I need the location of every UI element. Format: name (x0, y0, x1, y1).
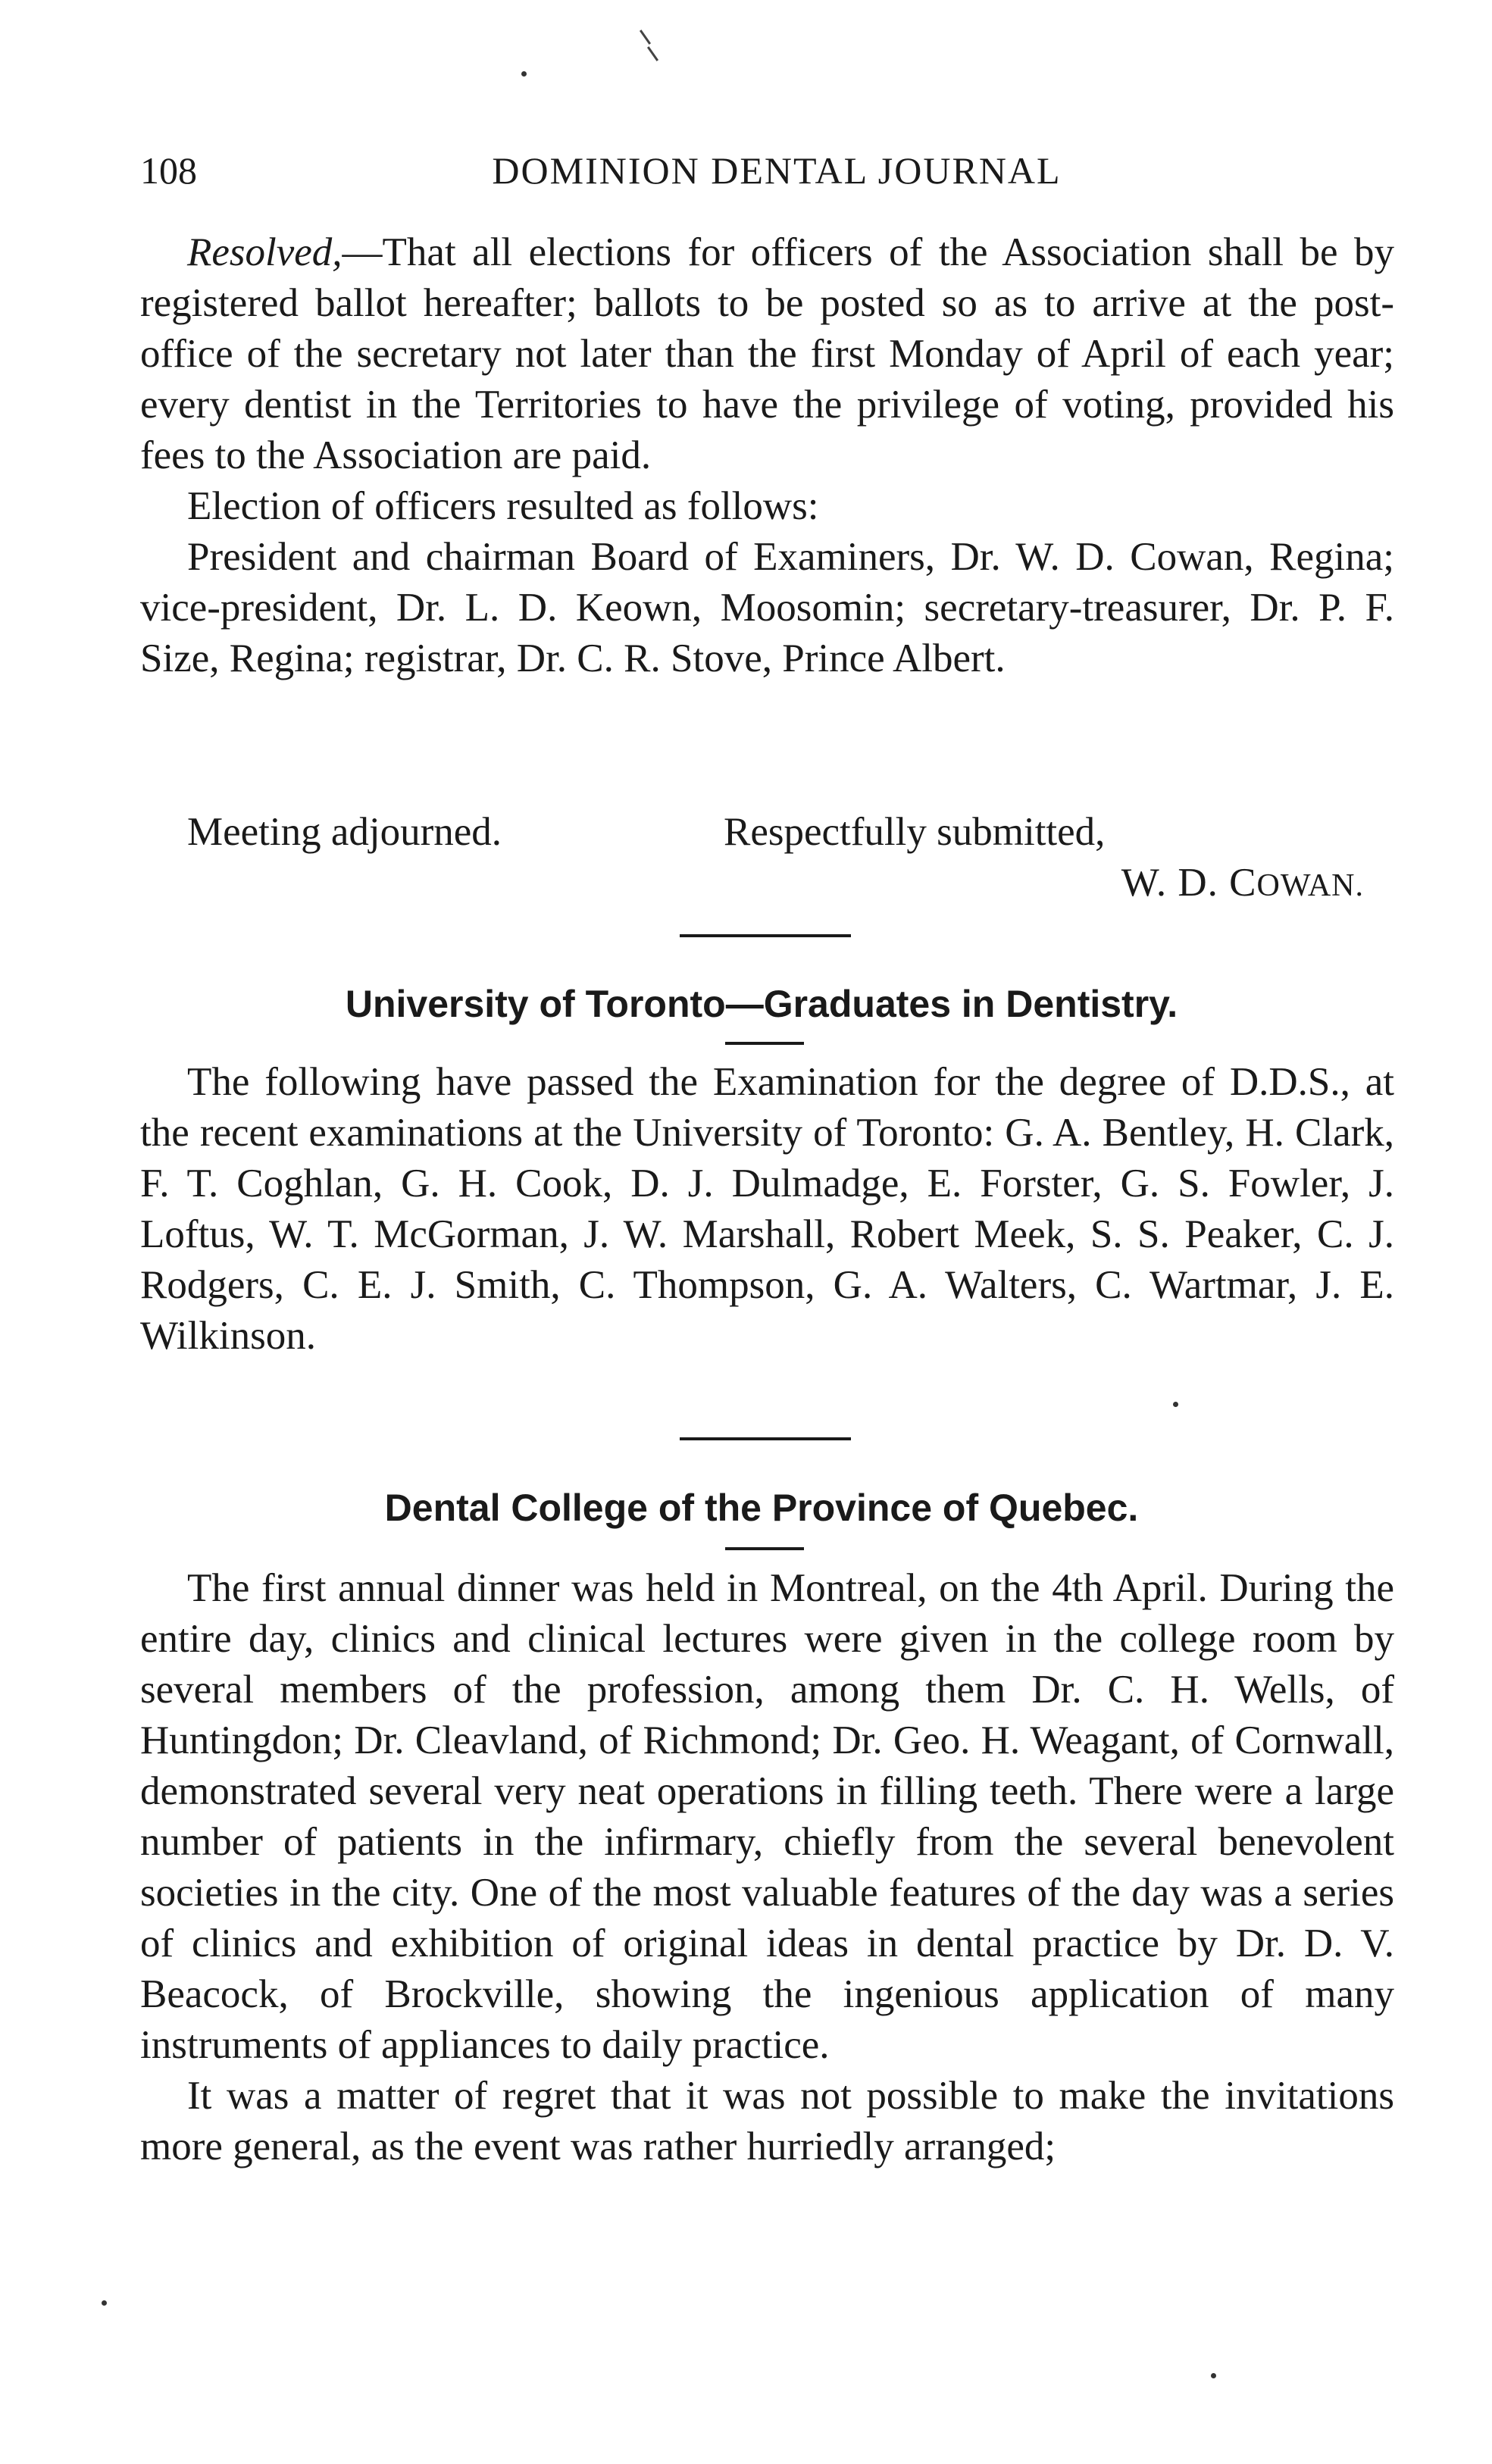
toronto-graduates-section (140, 1057, 1394, 1362)
meeting-adjourned: Meeting adjourned. (187, 810, 502, 854)
scan-mark (1173, 1402, 1178, 1407)
officers-paragraph: President and chairman Board of Examiners, Dr. W. D. Cowan, Regina; vice-president, Dr. L. D. Keown, Moosomin; secretary-treasurer, Dr. P. F. Size, Regina; registrar, Dr. C. R. Stove, Prince Albert. (140, 535, 1394, 680)
resolution-paragraph (140, 227, 1394, 481)
section-heading-quebec: Dental College of the Province of Quebec. (384, 1487, 1139, 1529)
regret-paragraph: It was a matter of regret that it was not possible to make the invitations more general, as the event was rather hurriedly arranged; (140, 2074, 1394, 2169)
running-header (140, 140, 1383, 201)
quebec-dinner-section (140, 1563, 1394, 2172)
scan-mark (1211, 2373, 1216, 2378)
respectfully-submitted: Respectfully submitted, (724, 810, 1106, 854)
graduates-paragraph: The following have passed the Examination for the degree of D.D.S., at the recent examinations at the University of Toronto: G. A. Bentley, H. Clark, F. T. Coghlan, G. H. Cook, D. J. Dulmadge, E. Forster, G. S. Fowler, J. Loftus, W. T. McGorman, J. W. Marshall, Robert Meek, S. S. Peaker, C. J. Rodgers, C. E. J. Smith, C. Thompson, G. A. Walters, C. Wartmar, J. E. Wilkinson. (140, 1060, 1394, 1358)
scan-mark (521, 71, 527, 77)
signature-surname: OWAN. (1256, 868, 1364, 903)
section-heading-toronto: University of Toronto—Graduates in Dentistry. (345, 983, 1178, 1025)
scan-mark (102, 2300, 107, 2306)
resolution-section (140, 227, 1394, 684)
dinner-paragraph: The first annual dinner was held in Montreal, on the 4th April. During the entire day, clinics and clinical lectures were given in the college room by several members of the profession, among them Dr. C. H. Wells, of Huntingdon; Dr. Cleavland, of Richmond; Dr. Geo. H. Weagant, of Cornwall, demonstrated several very neat operations in filling teeth. There were a large number of patients in the infirmary, chiefly from the several benevolent societies in the city. One of the most valuable features of the day was a series of clinics and exhibition of original ideas in dental practice by Dr. D. V. Beacock, of Brockville, showing the ingenious application of many instruments of appliances to daily practice. (140, 1566, 1394, 2067)
section-divider (680, 1437, 851, 1440)
heading-underline (725, 1547, 804, 1550)
election-intro: Election of officers resulted as follows: (187, 484, 819, 528)
signature (1121, 858, 1364, 911)
scan-mark (640, 30, 651, 45)
heading-underline (725, 1042, 804, 1045)
page-number: 108 (140, 149, 197, 192)
scan-mark (647, 46, 658, 61)
resolved-label: Resolved, (187, 230, 343, 274)
signature-initials: W. D. C (1121, 861, 1257, 905)
section-divider (680, 934, 851, 937)
resolution-text: —That all elections for officers of the Association shall be by registered ballot hereafter; ballots to be posted so as to arrive at the post-office of the secretary not later than the first Monday of April of each year; every dentist in the Territories to have the privilege of voting, provided his fees to the Association are paid. (140, 230, 1394, 477)
journal-title: DOMINION DENTAL JOURNAL (492, 149, 1062, 192)
